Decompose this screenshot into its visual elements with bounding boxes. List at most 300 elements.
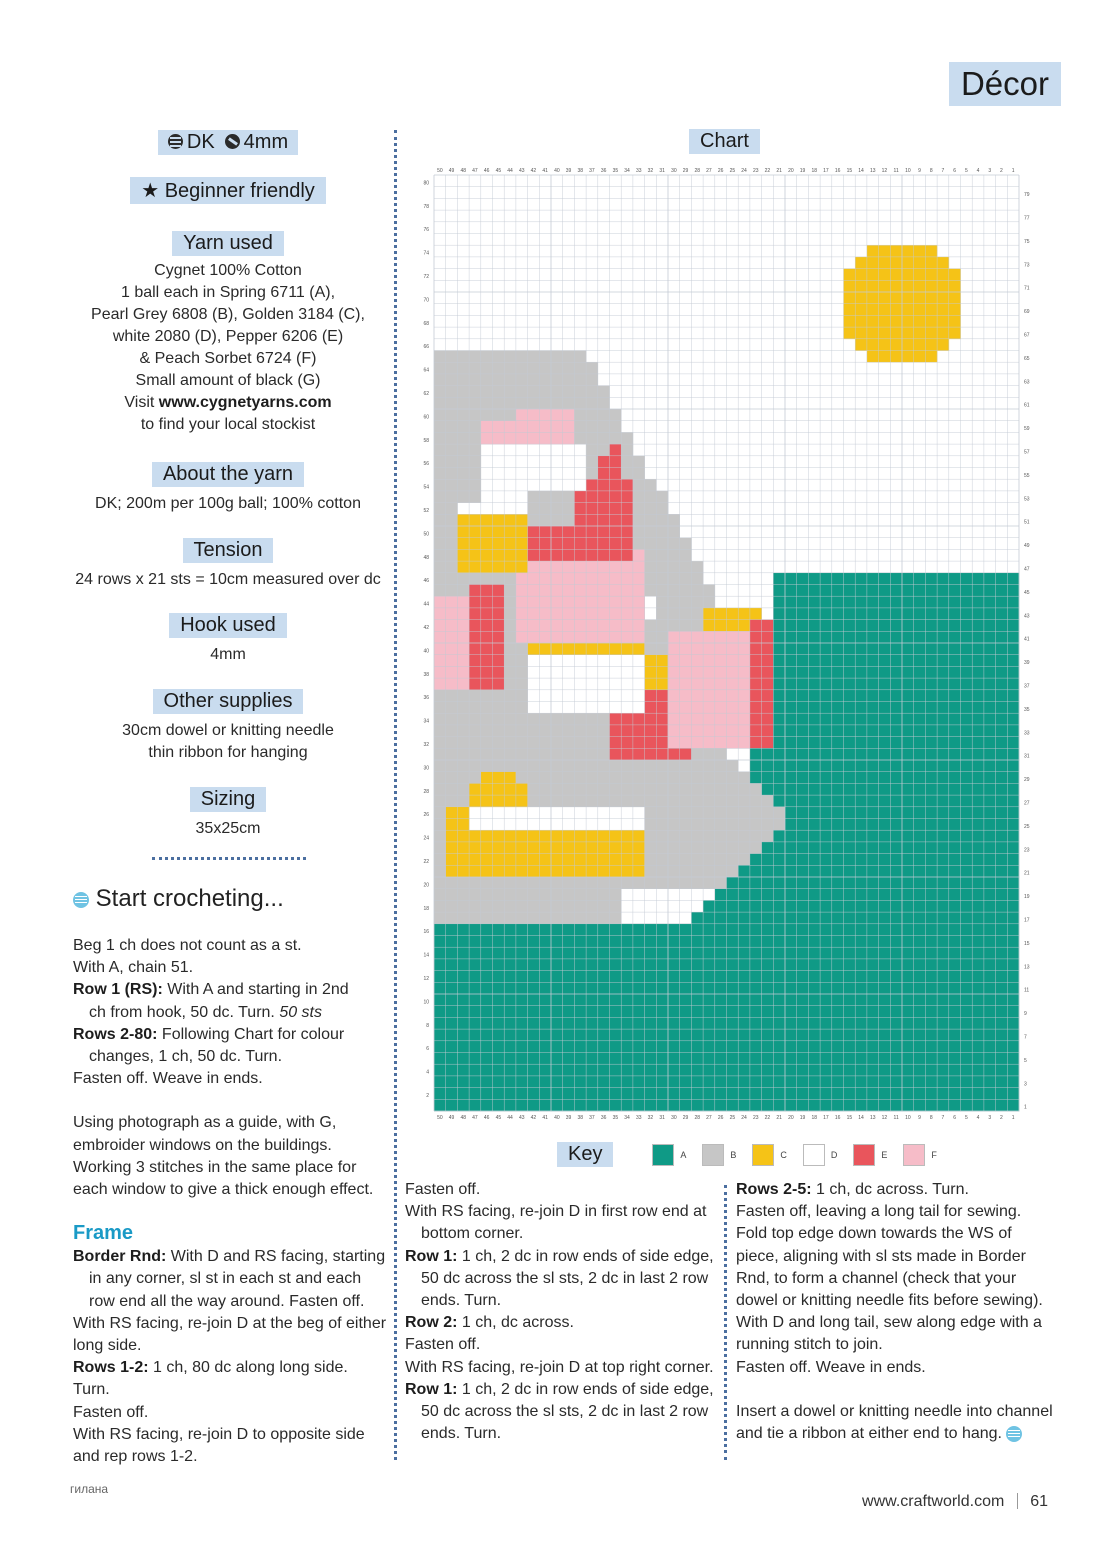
chart-cell-a	[738, 994, 750, 1006]
chart-cell-a	[481, 971, 493, 983]
tick-label: 46	[483, 1115, 490, 1121]
chart-cell-b	[691, 783, 703, 795]
chart-cell-f	[586, 585, 598, 597]
chart-cell-a	[867, 889, 879, 901]
chart-cell-a	[844, 994, 856, 1006]
chart-cell-a	[797, 1029, 809, 1041]
chart-cell-f	[633, 573, 645, 585]
chart-cell-b	[703, 585, 715, 597]
chart-cell-a	[621, 1064, 633, 1076]
chart-cell-b	[680, 549, 692, 561]
chart-cell-b	[680, 877, 692, 889]
chart-cell-a	[797, 912, 809, 924]
chart-cell-b	[493, 690, 505, 702]
chart-cell-b	[469, 374, 481, 386]
chart-cell-a	[996, 573, 1008, 585]
chart-cell-a	[797, 620, 809, 632]
chart-cell-e	[469, 620, 481, 632]
tick-label: 33	[635, 1115, 642, 1121]
chart-cell-a	[457, 947, 469, 959]
chart-cell-c	[516, 783, 528, 795]
chart-cell-e	[680, 748, 692, 760]
chart-cell-e	[469, 643, 481, 655]
chart-cell-a	[832, 795, 844, 807]
website-link[interactable]: www.cygnetyarns.com	[158, 394, 332, 411]
chart-cell-a	[1007, 1029, 1019, 1041]
chart-cell-a	[715, 994, 727, 1006]
tick-label: 32	[647, 1115, 654, 1121]
chart-cell-a	[762, 1006, 774, 1018]
chart-cell-f	[738, 690, 750, 702]
chart-cell-a	[797, 1041, 809, 1053]
chart-cell-c	[610, 842, 622, 854]
chart-cell-a	[937, 737, 949, 749]
chart-cell-b	[528, 795, 540, 807]
chart-cell-b	[457, 374, 469, 386]
chart-cell-a	[1007, 971, 1019, 983]
chart-cell-a	[598, 936, 610, 948]
chart-cell-b	[469, 362, 481, 374]
chart-cell-f	[738, 643, 750, 655]
chart-cell-a	[961, 1029, 973, 1041]
chart-cell-b	[446, 912, 458, 924]
chart-cell-a	[902, 842, 914, 854]
chart-cell-a	[446, 1053, 458, 1065]
chart-cell-a	[563, 924, 575, 936]
chart-cell-a	[680, 924, 692, 936]
chart-cell-a	[914, 631, 926, 643]
chart-cell-a	[844, 971, 856, 983]
chart-cell-a	[808, 655, 820, 667]
key-label: C	[780, 1149, 787, 1160]
chart-cell-c	[469, 830, 481, 842]
chart-cell-a	[516, 947, 528, 959]
chart-cell-a	[937, 643, 949, 655]
chart-cell-a	[844, 783, 856, 795]
chart-cell-a	[879, 865, 891, 877]
chart-cell-a	[961, 854, 973, 866]
chart-cell-a	[773, 666, 785, 678]
chart-cell-b	[668, 538, 680, 550]
tick-label: 29	[682, 168, 689, 174]
chart-cell-c	[949, 280, 961, 292]
chart-cell-a	[949, 737, 961, 749]
chart-cell-b	[493, 900, 505, 912]
chart-cell-f	[446, 643, 458, 655]
chart-cell-a	[879, 1006, 891, 1018]
chart-cell-a	[773, 643, 785, 655]
chart-cell-a	[797, 573, 809, 585]
chart-cell-c	[504, 514, 516, 526]
chart-cell-a	[937, 947, 949, 959]
chart-cell-a	[691, 1017, 703, 1029]
chart-cell-a	[773, 994, 785, 1006]
chart-cell-b	[645, 643, 657, 655]
chart-cell-a	[750, 854, 762, 866]
chart-cell-a	[598, 1053, 610, 1065]
chart-cell-a	[469, 1029, 481, 1041]
chart-cell-b	[539, 362, 551, 374]
chart-cell-a	[890, 947, 902, 959]
chart-cell-f	[563, 573, 575, 585]
chart-cell-a	[715, 1099, 727, 1111]
chart-cell-f	[516, 608, 528, 620]
chart-cell-b	[469, 702, 481, 714]
footer-site[interactable]: www.craftworld.com	[862, 1493, 1005, 1510]
chart-cell-c	[446, 819, 458, 831]
chart-cell-a	[457, 1099, 469, 1111]
chart-cell-b	[551, 795, 563, 807]
chart-cell-a	[645, 1041, 657, 1053]
chart-cell-a	[844, 666, 856, 678]
chart-cell-a	[434, 936, 446, 948]
chart-cell-c	[890, 304, 902, 316]
chart-cell-a	[961, 924, 973, 936]
chart-cell-b	[691, 620, 703, 632]
chart-cell-a	[961, 643, 973, 655]
chart-cell-c	[914, 351, 926, 363]
chart-cell-e	[469, 596, 481, 608]
chart-cell-a	[680, 947, 692, 959]
chart-cell-c	[563, 643, 575, 655]
chart-cell-b	[656, 877, 668, 889]
chart-cell-b	[516, 877, 528, 889]
chart-cell-b	[446, 748, 458, 760]
chart-cell-a	[797, 877, 809, 889]
chart-cell-a	[773, 596, 785, 608]
chart-cell-c	[914, 257, 926, 269]
chart-cell-c	[902, 339, 914, 351]
chart-cell-a	[504, 994, 516, 1006]
chart-cell-a	[844, 912, 856, 924]
chart-cell-a	[984, 620, 996, 632]
chart-cell-a	[832, 585, 844, 597]
chart-cell-b	[434, 526, 446, 538]
chart-cell-b	[574, 900, 586, 912]
chart-cell-a	[797, 1088, 809, 1100]
chart-cell-c	[621, 842, 633, 854]
chart-cell-e	[621, 713, 633, 725]
chart-cell-a	[808, 748, 820, 760]
chart-cell-c	[645, 666, 657, 678]
chart-cell-b	[645, 479, 657, 491]
frame-heading: Frame	[73, 1222, 134, 1244]
chart-cell-a	[832, 1053, 844, 1065]
chart-cell-b	[493, 386, 505, 398]
chart-cell-b	[680, 807, 692, 819]
chart-cell-a	[855, 795, 867, 807]
chart-cell-a	[937, 713, 949, 725]
chart-cell-f	[668, 690, 680, 702]
chart-cell-a	[996, 666, 1008, 678]
chart-cell-a	[937, 830, 949, 842]
chart-cell-b	[610, 783, 622, 795]
chart-cell-e	[750, 702, 762, 714]
chart-cell-b	[680, 538, 692, 550]
chart-cell-c	[890, 292, 902, 304]
chart-cell-a	[539, 982, 551, 994]
chart-cell-c	[914, 245, 926, 257]
chart-cell-a	[469, 1006, 481, 1018]
tick-label: 5	[964, 168, 968, 174]
chart-cell-e	[633, 725, 645, 737]
chart-cell-b	[691, 865, 703, 877]
chart-cell-a	[890, 1041, 902, 1053]
chart-cell-a	[481, 1064, 493, 1076]
chart-cell-f	[446, 596, 458, 608]
chart-cell-b	[516, 386, 528, 398]
chart-cell-a	[855, 748, 867, 760]
chart-cell-a	[738, 1088, 750, 1100]
chart-cell-b	[504, 655, 516, 667]
chart-cell-b	[516, 725, 528, 737]
chart-cell-a	[902, 573, 914, 585]
chart-cell-a	[890, 1017, 902, 1029]
chart-cell-b	[469, 690, 481, 702]
chart-cell-a	[551, 994, 563, 1006]
chart-cell-a	[785, 1053, 797, 1065]
chart-cell-b	[481, 351, 493, 363]
chart-cell-b	[633, 468, 645, 480]
chart-cell-c	[504, 772, 516, 784]
chart-cell-f	[610, 596, 622, 608]
tick-label: 20	[423, 882, 429, 889]
chart-cell-b	[469, 409, 481, 421]
chart-cell-b	[516, 702, 528, 714]
chart-cell-a	[937, 912, 949, 924]
chart-cell-a	[539, 936, 551, 948]
chart-cell-a	[446, 1041, 458, 1053]
chart-cell-a	[855, 807, 867, 819]
chart-cell-b	[633, 760, 645, 772]
chart-cell-c	[610, 830, 622, 842]
chart-cell-a	[785, 585, 797, 597]
chart-cell-a	[832, 830, 844, 842]
chart-cell-b	[715, 795, 727, 807]
tick-label: 62	[423, 390, 429, 397]
chart-cell-a	[902, 631, 914, 643]
tick-label: 42	[530, 168, 537, 174]
chart-cell-f	[539, 631, 551, 643]
chart-cell-a	[820, 912, 832, 924]
chart-cell-b	[469, 456, 481, 468]
chart-cell-a	[516, 1006, 528, 1018]
tick-label: 9	[918, 168, 921, 174]
chart-cell-a	[914, 666, 926, 678]
chart-cell-b	[656, 631, 668, 643]
chart-cell-b	[457, 912, 469, 924]
chart-cell-e	[621, 737, 633, 749]
chart-cell-e	[574, 549, 586, 561]
chart-cell-a	[820, 713, 832, 725]
chart-cell-c	[481, 865, 493, 877]
chart-cell-a	[773, 678, 785, 690]
chart-cell-b	[586, 386, 598, 398]
chart-cell-b	[621, 444, 633, 456]
chart-cell-a	[902, 737, 914, 749]
chart-cell-a	[750, 1064, 762, 1076]
chart-cell-f	[551, 608, 563, 620]
chart-cell-a	[949, 655, 961, 667]
chart-cell-a	[925, 725, 937, 737]
chart-cell-a	[773, 1006, 785, 1018]
chart-cell-f	[727, 678, 739, 690]
chart-cell-a	[937, 725, 949, 737]
chart-cell-b	[434, 819, 446, 831]
chart-cell-a	[844, 631, 856, 643]
chart-cell-b	[528, 877, 540, 889]
yarn-used-section	[70, 231, 386, 436]
chart-cell-a	[457, 924, 469, 936]
chart-cell-a	[785, 1088, 797, 1100]
tick-label: 9	[1024, 1011, 1027, 1018]
chart-cell-a	[481, 936, 493, 948]
chart-cell-b	[481, 889, 493, 901]
chart-cell-b	[645, 526, 657, 538]
chart-cell-b	[528, 912, 540, 924]
chart-cell-a	[516, 1053, 528, 1065]
chart-cell-c	[539, 830, 551, 842]
chart-cell-a	[738, 900, 750, 912]
chart-cell-a	[668, 936, 680, 948]
chart-cell-f	[563, 620, 575, 632]
chart-cell-c	[528, 842, 540, 854]
chart-cell-a	[961, 1053, 973, 1065]
chart-cell-a	[1007, 982, 1019, 994]
chart-cell-b	[504, 362, 516, 374]
chart-cell-e	[762, 631, 774, 643]
chart-cell-b	[457, 479, 469, 491]
chart-cell-a	[785, 842, 797, 854]
chart-cell-a	[785, 608, 797, 620]
chart-cell-a	[773, 1029, 785, 1041]
chart-cell-a	[727, 971, 739, 983]
chart-cell-b	[481, 737, 493, 749]
chart-cell-a	[656, 1053, 668, 1065]
chart-cell-a	[996, 702, 1008, 714]
chart-cell-a	[785, 1076, 797, 1088]
chart-cell-a	[633, 982, 645, 994]
chart-cell-a	[586, 1041, 598, 1053]
chart-cell-a	[844, 959, 856, 971]
chart-cell-a	[984, 1076, 996, 1088]
chart-cell-f	[516, 631, 528, 643]
chart-cell-c	[621, 865, 633, 877]
chart-cell-a	[586, 1088, 598, 1100]
chart-cell-c	[867, 315, 879, 327]
chart-cell-a	[680, 1041, 692, 1053]
chart-cell-c	[937, 269, 949, 281]
chart-cell-a	[984, 585, 996, 597]
chart-cell-e	[610, 456, 622, 468]
chart-cell-f	[457, 643, 469, 655]
chart-cell-c	[890, 327, 902, 339]
chart-cell-b	[469, 479, 481, 491]
chart-cell-e	[621, 549, 633, 561]
chart-cell-a	[937, 854, 949, 866]
chart-cell-a	[984, 725, 996, 737]
chart-cell-b	[563, 760, 575, 772]
chart-cell-a	[984, 1006, 996, 1018]
chart-cell-b	[656, 760, 668, 772]
divider	[152, 857, 306, 860]
chart-cell-b	[551, 725, 563, 737]
chart-cell-a	[750, 877, 762, 889]
chart-cell-a	[914, 620, 926, 632]
chart-cell-a	[844, 573, 856, 585]
chart-cell-a	[703, 1088, 715, 1100]
chart-cell-a	[715, 1076, 727, 1088]
tick-label: 42	[530, 1115, 537, 1121]
section-title: Other supplies	[153, 689, 304, 714]
chart-cell-a	[984, 807, 996, 819]
chart-cell-f	[457, 678, 469, 690]
chart-cell-f	[703, 702, 715, 714]
chart-cell-b	[493, 877, 505, 889]
chart-cell-f	[528, 409, 540, 421]
chart-cell-b	[516, 351, 528, 363]
chart-cell-f	[680, 643, 692, 655]
chart-cell-f	[691, 643, 703, 655]
tick-label: 73	[1024, 262, 1030, 269]
chart-cell-a	[925, 865, 937, 877]
chart-cell-a	[504, 924, 516, 936]
chart-cell-a	[668, 1041, 680, 1053]
chart-cell-b	[446, 514, 458, 526]
tick-label: 31	[659, 168, 665, 174]
chart-cell-a	[481, 994, 493, 1006]
tick-label: 37	[1024, 683, 1030, 690]
chart-cell-a	[797, 959, 809, 971]
chart-cell-a	[914, 1029, 926, 1041]
chart-cell-a	[879, 1076, 891, 1088]
chart-cell-e	[762, 655, 774, 667]
chart-cell-a	[750, 748, 762, 760]
chart-cell-a	[937, 1041, 949, 1053]
chart-cell-c	[493, 842, 505, 854]
chart-cell-b	[574, 889, 586, 901]
chart-cell-a	[551, 1088, 563, 1100]
chart-cell-b	[434, 538, 446, 550]
chart-cell-a	[727, 1041, 739, 1053]
chart-cell-f	[680, 690, 692, 702]
tick-label: 23	[752, 168, 759, 174]
chart-cell-e	[481, 643, 493, 655]
chart-cell-a	[984, 772, 996, 784]
chart-cell-e	[750, 678, 762, 690]
chart-cell-a	[703, 1029, 715, 1041]
chart-cell-a	[1007, 585, 1019, 597]
tick-label: 59	[1024, 426, 1030, 433]
chart-cell-c	[493, 549, 505, 561]
chart-cell-a	[925, 807, 937, 819]
chart-cell-c	[867, 257, 879, 269]
chart-cell-a	[797, 1006, 809, 1018]
chart-cell-e	[610, 444, 622, 456]
chart-cell-f	[668, 702, 680, 714]
chart-cell-f	[598, 608, 610, 620]
chart-cell-a	[797, 1076, 809, 1088]
chart-cell-c	[528, 643, 540, 655]
chart-cell-a	[504, 1076, 516, 1088]
chart-cell-a	[785, 889, 797, 901]
chart-cell-a	[832, 1099, 844, 1111]
chart-cell-c	[937, 280, 949, 292]
chart-cell-a	[797, 924, 809, 936]
chart-cell-a	[984, 830, 996, 842]
chart-cell-b	[715, 830, 727, 842]
chart-cell-a	[832, 971, 844, 983]
